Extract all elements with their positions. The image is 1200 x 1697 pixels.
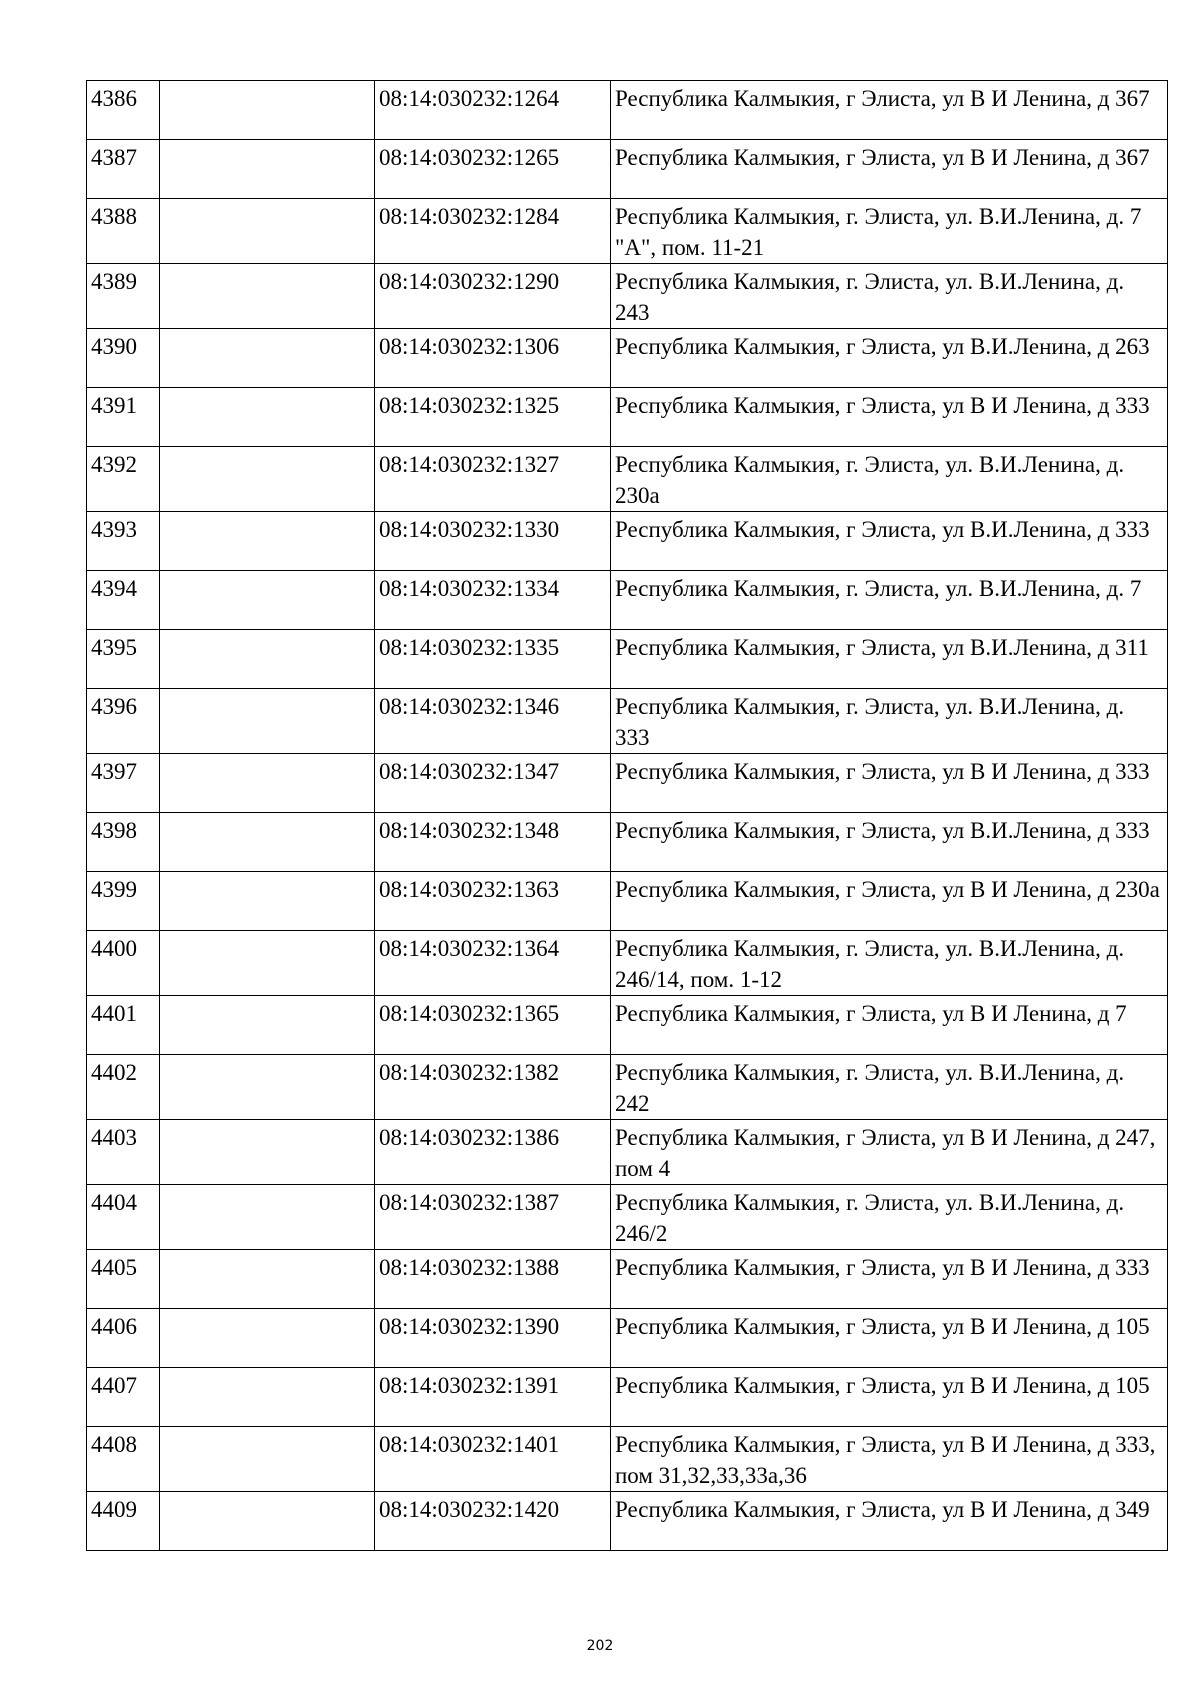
cadastral-number-cell: 08:14:030232:1284 — [375, 199, 611, 264]
empty-cell — [160, 81, 375, 140]
table-row — [87, 813, 1168, 872]
table-row — [87, 447, 1168, 512]
table-row — [87, 1055, 1168, 1120]
empty-cell — [160, 1185, 375, 1250]
row-number-cell: 4406 — [87, 1309, 160, 1368]
cadastral-number-cell: 08:14:030232:1330 — [375, 512, 611, 571]
address-cell: Республика Калмыкия, г. Элиста, ул. В.И.Ленина, д. 242 — [611, 1055, 1168, 1120]
row-number-cell: 4390 — [87, 329, 160, 388]
address-cell: Республика Калмыкия, г Элиста, ул В.И.Ленина, д 333 — [611, 813, 1168, 872]
empty-cell — [160, 1309, 375, 1368]
empty-cell — [160, 1055, 375, 1120]
empty-cell — [160, 264, 375, 329]
row-number-cell: 4398 — [87, 813, 160, 872]
row-number-cell: 4396 — [87, 689, 160, 754]
cadastral-number-cell: 08:14:030232:1335 — [375, 630, 611, 689]
table-row — [87, 329, 1168, 388]
address-cell: Республика Калмыкия, г. Элиста, ул. В.И.Ленина, д. 333 — [611, 689, 1168, 754]
empty-cell — [160, 1427, 375, 1492]
row-number-cell: 4393 — [87, 512, 160, 571]
address-cell: Республика Калмыкия, г. Элиста, ул. В.И.Ленина, д. 230а — [611, 447, 1168, 512]
row-number-cell: 4404 — [87, 1185, 160, 1250]
table-row — [87, 1492, 1168, 1551]
row-number-cell: 4401 — [87, 996, 160, 1055]
address-cell: Республика Калмыкия, г Элиста, ул В И Ленина, д 105 — [611, 1309, 1168, 1368]
table-row — [87, 81, 1168, 140]
address-cell: Республика Калмыкия, г. Элиста, ул. В.И.Ленина, д. 243 — [611, 264, 1168, 329]
row-number-cell: 4408 — [87, 1427, 160, 1492]
address-cell: Республика Калмыкия, г. Элиста, ул. В.И.Ленина, д. 7 "А", пом. 11-21 — [611, 199, 1168, 264]
row-number-cell: 4387 — [87, 140, 160, 199]
cadastral-number-cell: 08:14:030232:1346 — [375, 689, 611, 754]
cadastral-number-cell: 08:14:030232:1348 — [375, 813, 611, 872]
table-row — [87, 872, 1168, 931]
row-number-cell: 4407 — [87, 1368, 160, 1427]
table-row — [87, 1427, 1168, 1492]
address-cell: Республика Калмыкия, г Элиста, ул В И Ленина, д 333, пом 31,32,33,33а,36 — [611, 1427, 1168, 1492]
empty-cell — [160, 1492, 375, 1551]
cadastral-number-cell: 08:14:030232:1382 — [375, 1055, 611, 1120]
cadastral-number-cell: 08:14:030232:1386 — [375, 1120, 611, 1185]
table-row — [87, 140, 1168, 199]
address-cell: Республика Калмыкия, г Элиста, ул В И Ленина, д 367 — [611, 140, 1168, 199]
address-cell: Республика Калмыкия, г. Элиста, ул. В.И.Ленина, д. 246/2 — [611, 1185, 1168, 1250]
cadastral-number-cell: 08:14:030232:1387 — [375, 1185, 611, 1250]
row-number-cell: 4409 — [87, 1492, 160, 1551]
row-number-cell: 4403 — [87, 1120, 160, 1185]
row-number-cell: 4402 — [87, 1055, 160, 1120]
row-number-cell: 4389 — [87, 264, 160, 329]
table-row — [87, 1250, 1168, 1309]
cadastral-number-cell: 08:14:030232:1391 — [375, 1368, 611, 1427]
address-cell: Республика Калмыкия, г Элиста, ул В.И.Ленина, д 263 — [611, 329, 1168, 388]
table-row — [87, 1120, 1168, 1185]
row-number-cell: 4394 — [87, 571, 160, 630]
address-cell: Республика Калмыкия, г. Элиста, ул. В.И.Ленина, д. 246/14, пом. 1-12 — [611, 931, 1168, 996]
empty-cell — [160, 1250, 375, 1309]
address-cell: Республика Калмыкия, г Элиста, ул В.И.Ленина, д 333 — [611, 512, 1168, 571]
row-number-cell: 4392 — [87, 447, 160, 512]
empty-cell — [160, 872, 375, 931]
empty-cell — [160, 754, 375, 813]
empty-cell — [160, 931, 375, 996]
registry-table — [86, 80, 1168, 1551]
cadastral-number-cell: 08:14:030232:1363 — [375, 872, 611, 931]
cadastral-number-cell: 08:14:030232:1265 — [375, 140, 611, 199]
cadastral-number-cell: 08:14:030232:1390 — [375, 1309, 611, 1368]
empty-cell — [160, 388, 375, 447]
cadastral-number-cell: 08:14:030232:1347 — [375, 754, 611, 813]
address-cell: Республика Калмыкия, г Элиста, ул В.И.Ленина, д 311 — [611, 630, 1168, 689]
address-cell: Республика Калмыкия, г Элиста, ул В И Ленина, д 105 — [611, 1368, 1168, 1427]
table-row — [87, 199, 1168, 264]
table-row — [87, 996, 1168, 1055]
address-cell: Республика Калмыкия, г Элиста, ул В И Ленина, д 230а — [611, 872, 1168, 931]
row-number-cell: 4399 — [87, 872, 160, 931]
table-row — [87, 630, 1168, 689]
row-number-cell: 4400 — [87, 931, 160, 996]
empty-cell — [160, 571, 375, 630]
empty-cell — [160, 1368, 375, 1427]
row-number-cell: 4386 — [87, 81, 160, 140]
row-number-cell: 4391 — [87, 388, 160, 447]
cadastral-number-cell: 08:14:030232:1401 — [375, 1427, 611, 1492]
empty-cell — [160, 199, 375, 264]
table-row — [87, 1309, 1168, 1368]
table-row — [87, 264, 1168, 329]
empty-cell — [160, 512, 375, 571]
table-body — [87, 81, 1168, 1551]
cadastral-number-cell: 08:14:030232:1325 — [375, 388, 611, 447]
page-number: 202 — [586, 1638, 614, 1654]
cadastral-number-cell: 08:14:030232:1365 — [375, 996, 611, 1055]
cadastral-number-cell: 08:14:030232:1306 — [375, 329, 611, 388]
table-row — [87, 689, 1168, 754]
address-cell: Республика Калмыкия, г Элиста, ул В И Ленина, д 349 — [611, 1492, 1168, 1551]
empty-cell — [160, 140, 375, 199]
table-row — [87, 754, 1168, 813]
address-cell: Республика Калмыкия, г Элиста, ул В И Ленина, д 333 — [611, 388, 1168, 447]
cadastral-number-cell: 08:14:030232:1264 — [375, 81, 611, 140]
address-cell: Республика Калмыкия, г Элиста, ул В И Ленина, д 333 — [611, 1250, 1168, 1309]
table-row — [87, 512, 1168, 571]
table-row — [87, 1185, 1168, 1250]
address-cell: Республика Калмыкия, г Элиста, ул В И Ленина, д 367 — [611, 81, 1168, 140]
address-cell: Республика Калмыкия, г Элиста, ул В И Ленина, д 333 — [611, 754, 1168, 813]
cadastral-number-cell: 08:14:030232:1364 — [375, 931, 611, 996]
row-number-cell: 4395 — [87, 630, 160, 689]
table-row — [87, 931, 1168, 996]
row-number-cell: 4397 — [87, 754, 160, 813]
row-number-cell: 4405 — [87, 1250, 160, 1309]
cadastral-number-cell: 08:14:030232:1388 — [375, 1250, 611, 1309]
table-row — [87, 1368, 1168, 1427]
address-cell: Республика Калмыкия, г Элиста, ул В И Ленина, д 7 — [611, 996, 1168, 1055]
row-number-cell: 4388 — [87, 199, 160, 264]
table-row — [87, 571, 1168, 630]
empty-cell — [160, 996, 375, 1055]
empty-cell — [160, 1120, 375, 1185]
empty-cell — [160, 689, 375, 754]
address-cell: Республика Калмыкия, г Элиста, ул В И Ленина, д 247, пом 4 — [611, 1120, 1168, 1185]
address-cell: Республика Калмыкия, г. Элиста, ул. В.И.Ленина, д. 7 — [611, 571, 1168, 630]
table-row — [87, 388, 1168, 447]
empty-cell — [160, 630, 375, 689]
empty-cell — [160, 447, 375, 512]
empty-cell — [160, 813, 375, 872]
cadastral-number-cell: 08:14:030232:1334 — [375, 571, 611, 630]
empty-cell — [160, 329, 375, 388]
cadastral-number-cell: 08:14:030232:1290 — [375, 264, 611, 329]
cadastral-number-cell: 08:14:030232:1420 — [375, 1492, 611, 1551]
cadastral-number-cell: 08:14:030232:1327 — [375, 447, 611, 512]
